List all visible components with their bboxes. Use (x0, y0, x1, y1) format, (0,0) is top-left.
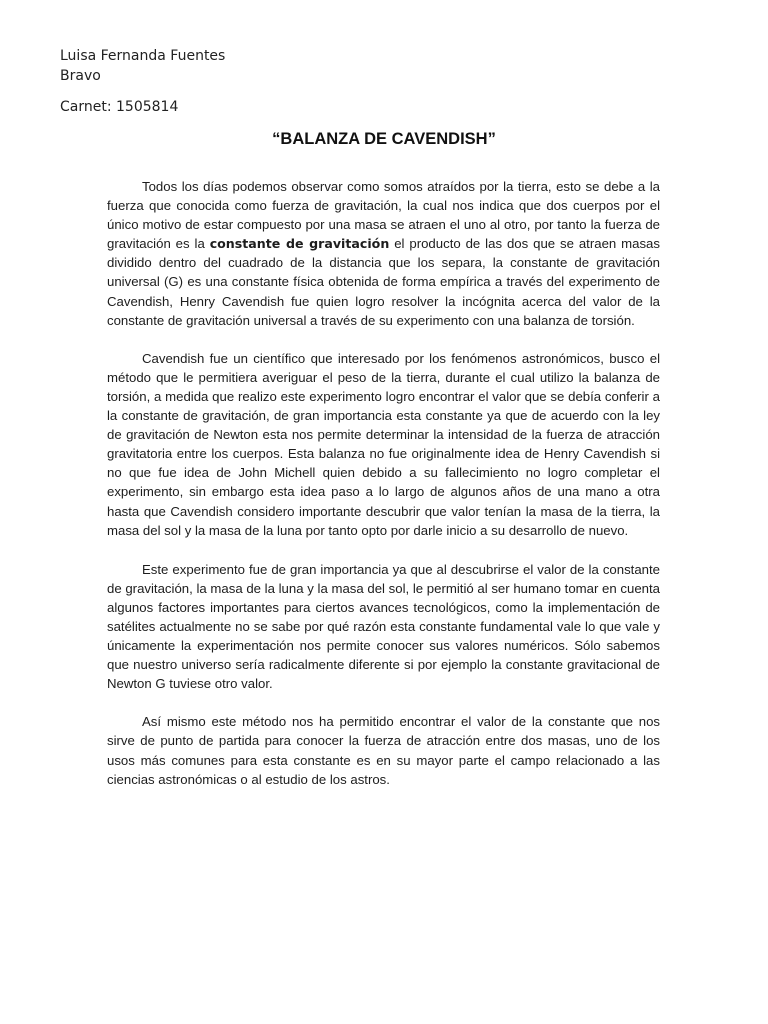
paragraph-3: Este experimento fue de gran importancia ya que al descubrirse el valor de la constante de gravitación, la masa de la luna y la masa del sol, le permitió al ser humano tomar en cuenta algunos factores importantes para ciertos avances tecnológicos, como la implementación de satélites actualmente no se sabe por qué razón esta constante fundamental vale lo que vale y únicamente la experimentación nos permite conocer sus valores numéricos. Sólo sabemos que nuestro universo sería radicalmente diferente si por ejemplo la constante gravitacional de Newton G tuviese otro valor. (107, 561, 660, 692)
paragraph-1-text-after: el producto de las dos que se atraen masas dividido dentro del cuadrado de la distancia que los separa, la constante de gravitación universal (G) es una constante física obtenida de forma empírica a través del experimento de Cavendish, Henry Cavendish fue quien logro resolver la incógnita acerca del valor de la constante de gravitación universal a través de su experimento con una balanza de torsión. (107, 236, 660, 328)
paragraph-1-text-before: Todos los días podemos observar como somos atraídos por la tierra, esto se debe a la fuerza que conocida como fuerza de gravitación, la cual nos indica que dos cuerpos por el único motivo de estar compuesto por una masa se atraen el uno al otro, por tanto la fuerza de gravitación es la (107, 179, 660, 252)
author-name-line-2: Bravo (60, 68, 101, 84)
author-name (60, 46, 225, 86)
paragraph-1 (107, 177, 660, 330)
author-name-line-1: Luisa Fernanda Fuentes (60, 48, 226, 64)
document-title: “BALANZA DE CAVENDISH” (272, 130, 496, 148)
paragraph-1-bold-term: constante de gravitación (209, 236, 390, 252)
paragraph-4: Así mismo este método nos ha permitido encontrar el valor de la constante que nos sirve de punto de partida para conocer la fuerza de atracción entre dos masas, uno de los usos más comunes para esta constante es en su mayor parte el campo relacionado a las ciencias astronómicas o al estudio de los astros. (107, 714, 660, 787)
paragraph-2: Cavendish fue un científico que interesado por los fenómenos astronómicos, busco el método que le permitiera averiguar el peso de la tierra, durante el cual utilizo la balanza de torsión, a medida que realizo este experimento logro encontrar el valor que se debía conferir a la constante de gravitación, de gran importancia esta constante ya que de acuerdo con la ley de gravitación de Newton esta nos permite determinar la intensidad de la fuerza de atracción gravitatoria entre los cuerpos. Esta balanza no fue originalmente idea de Henry Cavendish si no que fue idea de John Michell quien debido a su fallecimiento no logro completar el experimento, sin embargo esta idea paso a lo largo de algunos años de una mano a otra hasta que Cavendish considero importante descubrir que valor tenían la masa de la tierra, la masa del sol y la masa de la luna por tanto opto por darle inicio a su desarrollo de nuevo. (107, 350, 660, 538)
student-id: Carnet: 1505814 (60, 99, 179, 115)
document-body (107, 177, 660, 789)
